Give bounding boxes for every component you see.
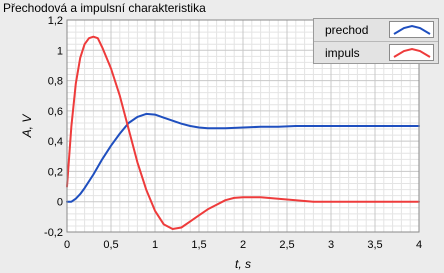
x-tick-label: 3,5 [367, 239, 383, 251]
x-tick-label: 2,5 [279, 239, 295, 251]
x-axis-label: t, s [234, 257, 252, 271]
x-tick-label: 1,5 [191, 239, 207, 251]
x-tick-label: 0,5 [103, 239, 119, 251]
legend-swatch-impuls [389, 44, 434, 61]
legend-item-impuls[interactable] [314, 41, 438, 64]
x-tick-label: 4 [415, 239, 423, 251]
x-tick-label: 3 [327, 239, 335, 251]
x-tick-label: 0 [63, 239, 71, 251]
legend-label-prechod: prechod [325, 23, 369, 37]
legend-label-impuls: impuls [325, 46, 360, 60]
y-tick-label: 1,2 [47, 15, 63, 27]
y-axis-label: A, V [20, 114, 34, 138]
x-tick-label: 1 [151, 239, 159, 251]
y-tick-label: 1 [56, 45, 63, 58]
chart-title: Přechodová a impulsní charakteristika [3, 1, 206, 15]
y-tick-label: 0 [56, 196, 63, 209]
y-tick-label: -0,2 [44, 227, 63, 239]
legend-item-prechod[interactable] [314, 19, 438, 41]
y-tick-label: 0,2 [47, 166, 63, 179]
legend [313, 18, 439, 64]
y-tick-label: 0,6 [47, 105, 63, 118]
legend-swatch-prechod [389, 21, 434, 38]
y-tick-label: 0,8 [47, 75, 63, 88]
x-tick-label: 2 [239, 239, 247, 251]
y-tick-label: 0,4 [47, 136, 63, 149]
